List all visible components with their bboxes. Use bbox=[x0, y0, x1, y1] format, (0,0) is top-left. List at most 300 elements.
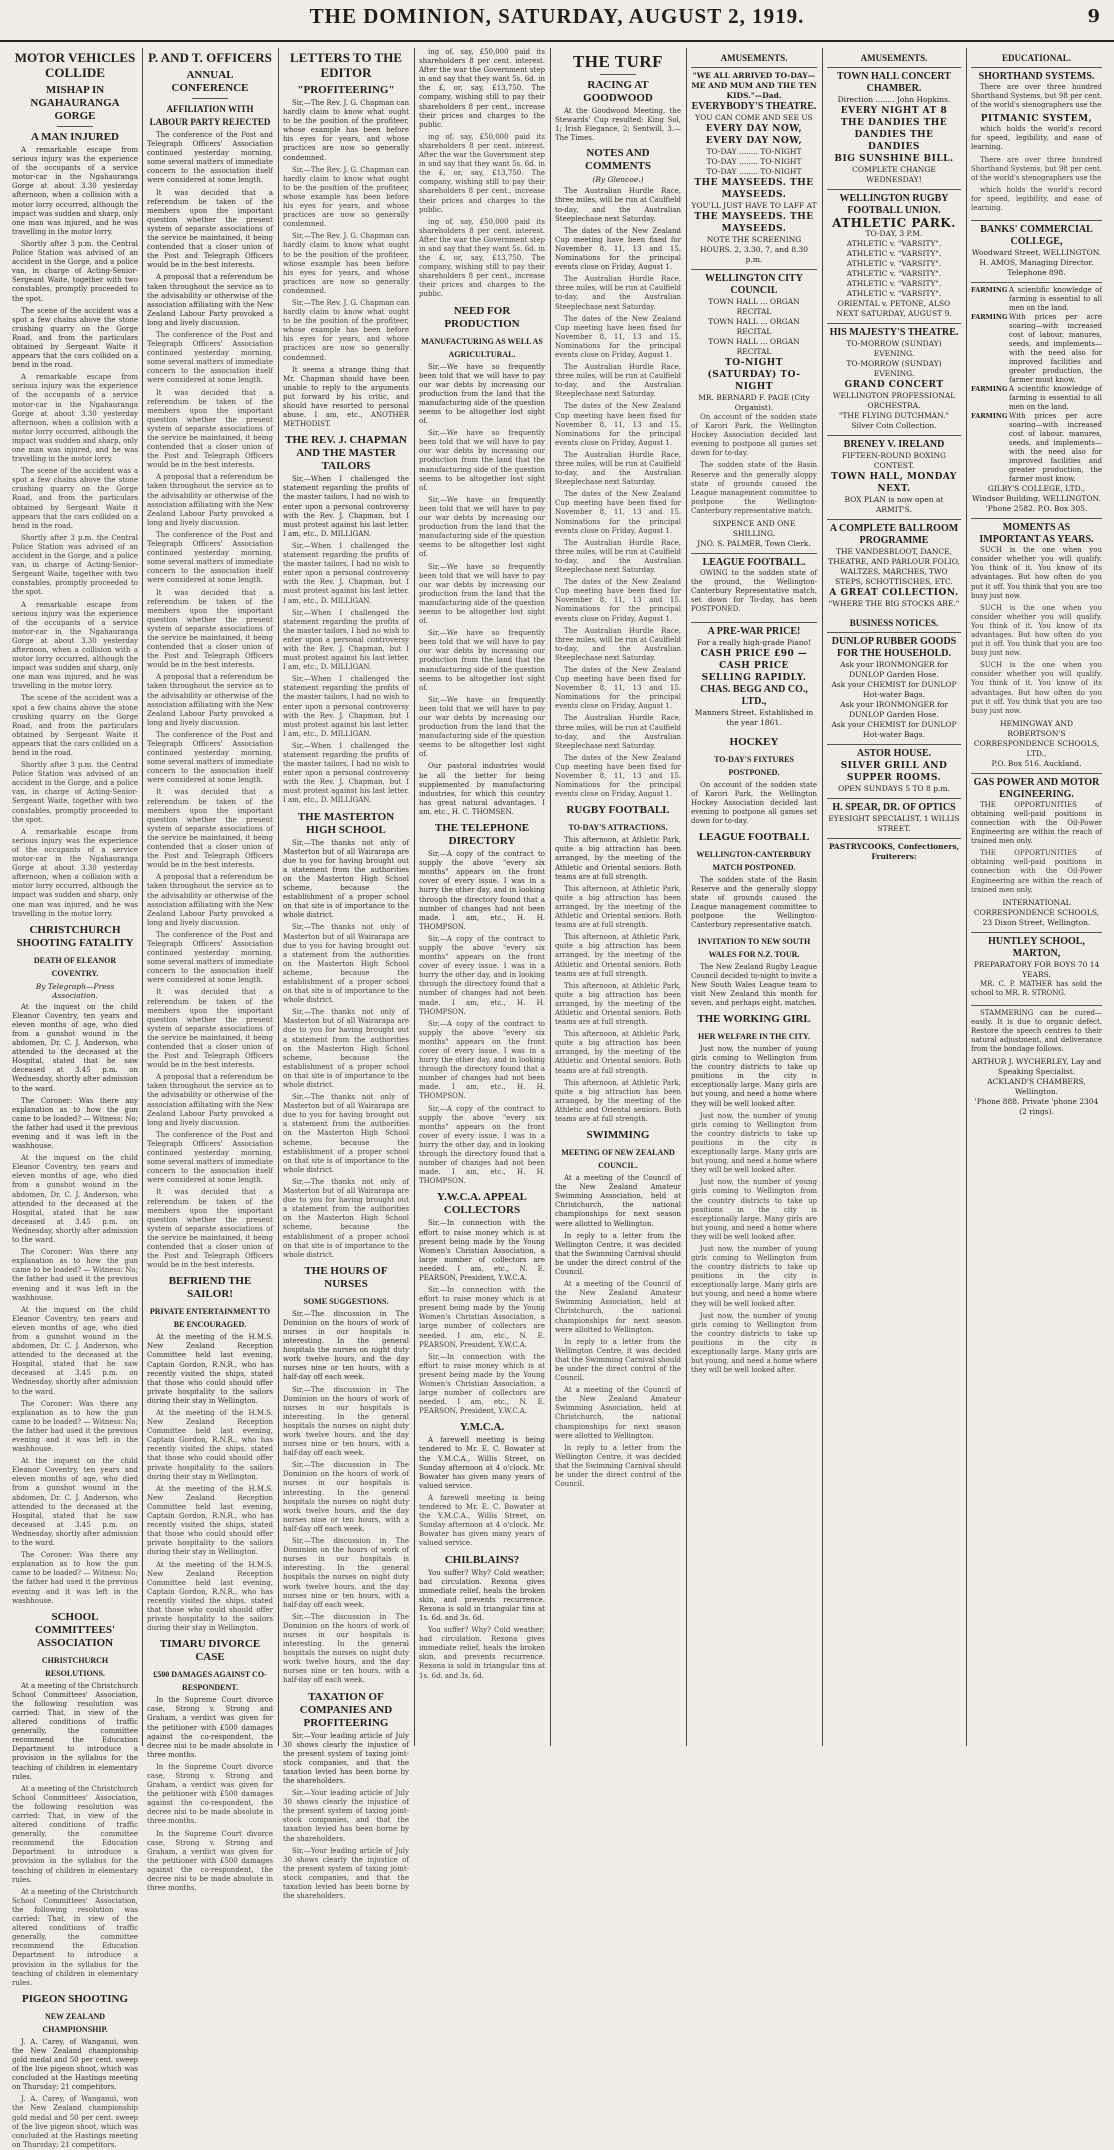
paragraph: At the meeting of the H.M.S. New Zealand Reception Committee held last evening, Captain Gordon, R.N.R., who has recently visited the ships, stated that those who could should offer private hospitality to the sailors during their stay in Wellington. bbox=[147, 1409, 273, 1481]
ad-text: JNO. S. PALMER, Town Clerk. bbox=[697, 539, 811, 549]
paragraph: This afternoon, at Athletic Park, quite a big attraction has been arranged, by the meeting of the Athletic and Oriental seniors. Both teams are at full strength. bbox=[555, 1078, 681, 1123]
paragraph: It was decided that a referendum be taken of the members upon the important question whether the present system of separate associations of the service be maintained, it being contended that a closer union of the Post and Telegraph Officers would be in the best interests. bbox=[147, 388, 273, 470]
paragraph: MR. C. P. MATHER has sold the school to MR. R. STRONG. bbox=[971, 979, 1102, 997]
masthead bbox=[0, 0, 1114, 42]
paragraph: The conference of the Post and Telegraph Officers' Association continued yesterday morning, some several matters of immediate concern to the association itself were considered at some length. bbox=[147, 1130, 273, 1185]
ad-text: THE MAYSEEDS. THE MAYSEEDS. bbox=[694, 212, 814, 234]
section-turf bbox=[555, 52, 681, 799]
paragraph: Sir,—The discussion in The Dominion on the hours of work of nurses in our hospitals is interesting. In the general hospitals the nurses on night duty work twelve hours, and the day nurses nine or ten hours, with a half-day off each week. bbox=[283, 1537, 409, 1609]
paragraph: The conference of the Post and Telegraph Officers' Association continued yesterday morning, some several matters of immediate concern to the association itself were considered at some length. bbox=[147, 530, 273, 585]
farming-label: FARMING bbox=[971, 313, 1008, 322]
ad-heading: WELLINGTON CITY COUNCIL bbox=[705, 273, 803, 296]
ad-text: CASH PRICE £90 — CASH PRICE bbox=[700, 648, 808, 671]
divider bbox=[57, 126, 93, 127]
paragraph: The dates of the New Zealand Cup meeting have been fixed for November 8, 11, 13 and 15. Nominations for the principal events close on Friday, August 1. bbox=[555, 314, 681, 359]
paragraph: The conference of the Post and Telegraph Officers' Association continued yesterday morning, some several matters of immediate concern to the association itself were considered at some length. bbox=[147, 330, 273, 385]
newspaper-dateline: THE DOMINION, SATURDAY, AUGUST 2, 1919. bbox=[309, 4, 805, 28]
paragraph: Sir,—A copy of the contract to supply the above "every six months" appears on the front cover of every issue. I was in a hurry the other day, and in looking through the directory found that a number of changes had not been made. I am, etc., H. H. THOMPSON. bbox=[419, 1019, 545, 1101]
headline: SWIMMING bbox=[586, 1129, 650, 1142]
paragraph: A remarkable escape from serious injury was the experience of the occupants of a service motor-car in the Ngahauranga Gorge at about 3.30 yesterday afternoon, when a collision with a motor lorry occurred, although the impact was sudden and sharp, only one man was injured, and he was travelling in the motor lorry. bbox=[12, 146, 138, 236]
farming-label: FARMING bbox=[971, 412, 1008, 421]
paragraph: Sir,—In connection with the effort to raise money which is at present being made by the Young Women's Christian Association, a large number of collectors are needed. I am, etc., N. E. PEARSON, President, Y.W.C.A. bbox=[419, 1286, 545, 1349]
paragraph: It was decided that a referendum be taken of the members upon the important question whether the present system of separate associations of the service be maintained, it being contended that a closer union of the Post and Telegraph Officers would be in the best interests. bbox=[147, 588, 273, 670]
section-title: THE TURF bbox=[572, 52, 664, 71]
farming-label: FARMING bbox=[971, 286, 1008, 295]
column-6 bbox=[691, 48, 817, 1746]
headline: TAXATION OF COMPANIES AND PROFITEERING bbox=[299, 1690, 393, 1729]
section-title: BUSINESS NOTICES. bbox=[849, 618, 939, 628]
paragraph: THE OPPORTUNITIES of obtaining well-paid positions in connection with the Oil-Power Engineering are within the reach of trained men only. bbox=[971, 849, 1102, 894]
ad-moments bbox=[971, 518, 1102, 773]
paragraph: A proposal that a referendum be taken throughout the service as to the advisability or otherwise of the association affiliating with the New Zealand Labour Party provoked a long and lively discussion. bbox=[147, 273, 273, 327]
ad-text: Woodward Street, WELLINGTON. bbox=[971, 248, 1102, 258]
headline: MOTOR VEHICLES COLLIDE bbox=[14, 50, 136, 80]
paragraph: At the inquest on the child Eleanor Coventry, ten years and eleven months of age, who died from a gunshot wound in the abdomen, Dr. C. J. Anderson, who attended to the deceased at the Hospital, stated that he saw deceased at 3.45 p.m. on Wednesday, shortly after admission to the ward. bbox=[12, 1305, 138, 1396]
ad-text: EVERY NIGHT AT 8 bbox=[840, 106, 948, 116]
column-rule bbox=[686, 48, 687, 1746]
subheadline: MANUFACTURING AS WELL AS AGRICULTURAL. bbox=[421, 336, 543, 359]
ad-text: ATHLETIC v. "VARSITY". bbox=[846, 249, 942, 258]
ad-text: ARTHUR J. WYCHERLEY, Lay and Speaking Specialist. bbox=[971, 1057, 1102, 1077]
paragraph: ing of, say, £50,000 paid its shareholders 8 per cent. interest. After the war the Government step in and say that they want 5s. 6d. in the £, or, say, £13,750. The company, wishing still to pay their shareholders 8 per cent., increase their prices and charges to the public. bbox=[419, 48, 545, 129]
paragraph: The Coroner: Was there any explanation as to how the gun came to be loaded? — Witness: No; the father had used it the previous evening and it was left in the washhouse. bbox=[12, 1096, 138, 1151]
paragraph: You suffer? Why? Cold weather; bad circulation. Rexona gives immediate relief, heals the broken skin, and prevents recurrence. Rexona is sold in triangular tins at 1s. 6d. and 3s. 6d. bbox=[419, 1626, 545, 1680]
ad-text: OPEN SUNDAYS 5 TO 8 p.m. bbox=[838, 784, 950, 793]
ad-text: 'Phone 888. Private 'phone 2304 (2 rings). bbox=[974, 1097, 1099, 1117]
ad-text: ORIENTAL v. PETONE, ALSO bbox=[837, 299, 951, 308]
letter-taxation bbox=[283, 1691, 409, 1902]
subheadline: TO-DAY'S FIXTURES POSTPONED. bbox=[714, 754, 794, 777]
farming-row bbox=[971, 286, 1102, 313]
paragraph: Sir,—In connection with the effort to raise money which is at present being made by the Young Women's Christian Association, a large number of collectors are needed. I am, etc., N. E. PEARSON, President, Y.W.C.A. bbox=[419, 1219, 545, 1282]
paragraph: Sir,—We have so frequently been told that we will have to pay our war debts by increasing our production from the land that the manufacturing side of the question seems to be altogether lost sight of. bbox=[419, 362, 545, 426]
article-working-girl bbox=[691, 1013, 817, 1375]
ad-text: TO-MORROW (SUNDAY) EVENING. bbox=[846, 359, 942, 378]
paragraph: Sir,—A copy of the contract to supply the above "every six months" appears on the front cover of every issue. I was in a hurry the other day, and in looking through the directory found that a number of changes had not been made. I am, etc., H. H. THOMPSON. bbox=[419, 934, 545, 1016]
paragraph: Sir,—Your leading article of July 30 shows clearly the injustice of the present system of taxing joint-stock companies, and that the taxation levied has been borne by the shareholders. bbox=[283, 1846, 409, 1901]
section-title: EDUCATIONAL. bbox=[1001, 53, 1072, 63]
article-ymca bbox=[419, 1421, 545, 1548]
paragraph: Sir,—The thanks not only of Masterton but of all Wairarapa are due to you for having brought out a statement from the authorities on the Masterton High School scheme, because the establishment of a proper school on that site is of importance to the whole district. bbox=[283, 1093, 409, 1174]
paragraph: At a meeting of the Council of the New Zealand Amateur Swimming Association, held at Christchurch, the national championships for next season were allotted to Wellington. bbox=[555, 1280, 681, 1334]
paragraph: which holds the world's record for speed, legibility, and ease of learning. bbox=[971, 185, 1102, 213]
column-3 bbox=[283, 48, 409, 1901]
ad-text: Ask your IRONMONGER for DUNLOP Garden Hose. bbox=[840, 660, 948, 679]
paragraph: At the meeting of the H.M.S. New Zealand Reception Committee held last evening, Captain Gordon, R.N.R., who has recently visited the ships, stated that those who could should offer private hospitality to the sailors during their stay in Wellington. bbox=[147, 1484, 273, 1557]
paragraph: Just now, the number of young girls coming to Wellington from the country districts to take up positions in the city is exceptionally large. Many girls are but young, and need a home where they will be well looked after. bbox=[691, 1311, 817, 1375]
paragraph: Sir,—The thanks not only of Masterton but of all Wairarapa are due to you for having brought out a statement from the authorities on the Masterton High School scheme, because the establishment of a proper school on that site is of importance to the whole district. bbox=[283, 1008, 409, 1089]
ad-heading: WELLINGTON RUGBY FOOTBALL UNION. bbox=[839, 193, 949, 216]
ad-heading: ASTOR HOUSE. bbox=[856, 748, 932, 759]
ad-text: Telephone 898. bbox=[1007, 268, 1066, 278]
ad-text: TO-DAY ........ TO-NIGHT bbox=[706, 147, 802, 156]
article-school-committees bbox=[12, 1611, 138, 1988]
ad-huntley-school bbox=[971, 932, 1102, 1005]
paragraph: A remarkable escape from serious injury was the experience of the occupants of a service motor-car in the Ngahauranga Gorge at about 3.30 yesterday afternoon, when a collision with a motor lorry occurred, although the impact was sudden and sharp, only one man was injured, and he was travelling in the motor lorry. bbox=[12, 373, 138, 464]
paragraph: In reply to a letter from the Wellington Centre, it was decided that the Swimming Carnival should be under the direct control of the Council. bbox=[555, 1231, 681, 1277]
paragraph: Sir,—When I challenged the statement regarding the profits of the master tailors, I had no wish to enter upon a personal controversy with the Rev. J. Chapman, but I must protest against his last letter. I am, etc., D. MILLIGAN. bbox=[283, 675, 409, 738]
paragraph: Shortly after 3 p.m. the Central Police Station was advised of an accident in the Gorge, and a police van, in charge of Acting-Senior-Sergeant Waite, together with two constables, promptly proceeded to the spot. bbox=[12, 533, 138, 597]
subheadline: TO-DAY'S ATTRACTIONS. bbox=[568, 823, 668, 833]
ad-text: H. AMOS, Managing Director. bbox=[979, 258, 1094, 268]
paragraph: Sir,—A copy of the contract to supply the above "every six months" appears on the front cover of every issue. I was in a hurry the other day, and in looking through the directory found that a number of changes had not been made. I am, etc., H. H. THOMPSON. bbox=[419, 850, 545, 931]
ad-text: ATHLETIC v. "VARSITY". bbox=[846, 259, 942, 268]
paragraph: At a meeting of the Christchurch School Committees' Association, the following resolution was carried: That, in view of the altered conditions of traffic generally, the committee recommend the Education Department to introduce a provision in the syllabus for the teaching of children in elementary rules. bbox=[12, 1681, 138, 1781]
ad-text: THE MAYSEEDS. THE MAYSEEDS. bbox=[694, 178, 814, 200]
headline: RACING AT GOODWOOD bbox=[583, 79, 653, 104]
ad-text: WELLINGTON PROFESSIONAL ORCHESTRA. bbox=[832, 391, 956, 410]
column-1 bbox=[12, 48, 138, 2149]
ad-ballroom bbox=[827, 519, 961, 613]
headline: Y.W.C.A. APPEAL COLLECTORS bbox=[437, 1191, 527, 1217]
paragraph: The dates of the New Zealand Cup meeting have been fixed for November 8, 11, 13 and 15. Nominations for the principal events close on Friday, August 1. bbox=[555, 753, 681, 799]
ad-text: "THE FLYING DUTCHMAN." bbox=[838, 411, 950, 420]
paragraph: At a meeting of the Christchurch School Committees' Association, the following resolution was carried: That, in view of the altered conditions of traffic generally, the committee recommend the Education Department to introduce a provision in the syllabus for the teaching of children in elementary rules. bbox=[12, 1784, 138, 1884]
article-befriend-sailor bbox=[147, 1275, 273, 1633]
paragraph: STAMMERING can be cured—easily. It is due to organic defect. Restore the speech centres to their natural adjustment, and deliverance from the bondage follows. bbox=[971, 1008, 1102, 1054]
ad-heading: A COMPLETE BALLROOM PROGRAMME bbox=[829, 523, 959, 546]
paragraph: Sir,—The discussion in The Dominion on the hours of work of nurses in our hospitals is interesting. In the general hospitals the nurses on night duty work twelve hours, and the day nurses nine or ten hours, with a half-day off each week. bbox=[283, 1461, 409, 1533]
byline: (By Glencoe.) bbox=[592, 175, 644, 185]
paragraph: Sir,—The Rev. J. G. Chapman can hardly claim to know what ought to be the position of the profiteer, whose example has been before his eyes for years, and whose practices are now so generally condemned. bbox=[283, 298, 409, 362]
paragraph: Sir,—The Rev. J. G. Chapman can hardly claim to know what ought to be the position of the profiteer, whose example has been before his eyes for years, and whose practices are now so generally condemned. bbox=[283, 99, 409, 162]
paragraph: A farewell meeting is being tendered to Mr. E. C. Bowater at the Y.M.C.A., Willis Street, on Sunday afternoon at 4 o'clock. Mr. Bowater has given many years of valued service. bbox=[419, 1436, 545, 1490]
subheadline: CHRISTCHURCH RESOLUTIONS. bbox=[41, 1655, 109, 1678]
paragraph: The scene of the accident was a spot a few chains above the stone crushing quarry on the Gorge Road, and from the particulars obtained by Sergeant Waite it appears that the cars collided on a bend in the road. bbox=[12, 467, 138, 530]
paragraph: This afternoon, at Athletic Park, quite a big attraction has been arranged, by the meeting of the Athletic and Oriental seniors. Both teams are at full strength. bbox=[555, 981, 681, 1027]
paragraph: At the meeting of the H.M.S. New Zealand Reception Committee held last evening, Captain Gordon, R.N.R., who has recently visited the ships, stated that those who could should offer private hospitality to the sailors during their stay in Wellington. bbox=[147, 1560, 273, 1633]
paragraph: A remarkable escape from serious injury was the experience of the occupants of a service motor-car in the Ngahauranga Gorge at about 3.30 yesterday afternoon, when a collision with a motor lorry occurred, although the impact was sudden and sharp, only one man was injured, and he was travelling in the motor lorry. bbox=[12, 827, 138, 918]
paragraph: The sodden state of the Basin Reserve and the generally sloppy state of grounds caused the League management committee to postpone the Wellington-Canterbury representative match. bbox=[691, 875, 817, 930]
paragraph: This afternoon, at Athletic Park, quite a big attraction has been arranged, by the meeting of the Athletic and Oriental seniors. Both teams are at full strength. bbox=[555, 884, 681, 930]
paragraph: The scene of the accident was a spot a few chains above the stone crushing quarry on the Gorge Road, and from the particulars obtained by Sergeant Waite it appears that the cars collided on a bend in the road. bbox=[12, 306, 138, 370]
paragraph: It was decided that a referendum be taken of the members upon the important question whether the present system of separate associations of the service be maintained, it being contended that a closer union of the Post and Telegraph Officers would be in the best interests. bbox=[147, 188, 273, 270]
subheadline: DEATH OF ELEANOR COVENTRY. bbox=[33, 955, 117, 978]
ad-piano bbox=[691, 622, 817, 732]
paragraph: The scene of the accident was a spot a few chains above the stone crushing quarry on the Gorge Road, and from the particulars obtained by Sergeant Waite it appears that the cars collided on a bend in the road. bbox=[12, 694, 138, 757]
article-pigeon-shooting bbox=[12, 1993, 138, 2150]
ad-heading: EVERYBODY'S THEATRE. bbox=[691, 101, 817, 112]
paragraph: The Australian Hurdle Race, three miles, will be run at Caulfield to-day, and the Australian Steeplechase next Saturday. bbox=[555, 538, 681, 575]
paragraph: J. A. Carey, of Wanganui, won the New Zealand championship gold medal and 50 per cent. sweep of the live pigeon shoot, which was concluded at the Hastings meeting on Thursday; 21 competitors. bbox=[12, 2037, 138, 2092]
paragraph: SUCH is the one when you consider whether you will qualify. You think of it. You know of its advantages. But how often do you put it off. You think that you are too busy just now. bbox=[971, 661, 1102, 715]
paragraph: A farewell meeting is being tendered to Mr. E. C. Bowater at the Y.M.C.A., Willis Street, on Sunday afternoon at 4 o'clock. Mr. Bowater has given many years of valued service. bbox=[419, 1493, 545, 1548]
ad-text: SILVER GRILL AND SUPPER ROOMS. bbox=[840, 761, 948, 783]
paragraph: Sir,—When I challenged the statement regarding the profits of the master tailors, I had no wish to enter upon a personal controversy with the Rev. J. Chapman, but I must protest against his last letter. I am, etc., D. MILLIGAN. bbox=[283, 475, 409, 538]
paragraph: Shortly after 3 p.m. the Central Police Station was advised of an accident in the Gorge, and a police van, in charge of Acting-Senior-Sergeant Waite, together with two constables, promptly proceeded to the spot. bbox=[12, 239, 138, 303]
paragraph: Sir,—We have so frequently been told that we will have to pay our war debts by increasing our production from the land that the manufacturing side of the question seems to be altogether lost sight of. bbox=[419, 562, 545, 626]
page-number: 9 bbox=[1087, 6, 1100, 27]
ad-text: YOU'LL JUST HAVE TO LAFF AT bbox=[691, 201, 817, 210]
subheadline: PRIVATE ENTERTAINMENT TO BE ENCOURAGED. bbox=[149, 1307, 271, 1330]
ad-text: SIXPENCE AND ONE SHILLING. bbox=[712, 519, 796, 539]
ad-text: WALTZES, MARCHES, TWO STEPS, SCHOTTISCHES, ETC. bbox=[835, 567, 953, 586]
paragraph: A proposal that a referendum be taken throughout the service as to the advisability or otherwise of the association affiliating with the New Zealand Labour Party provoked a long and lively discussion. bbox=[147, 673, 273, 727]
paragraph: A proposal that a referendum be taken throughout the service as to the advisability or otherwise of the association affiliating with the New Zealand Labour Party provoked a long and lively discussion. bbox=[147, 873, 273, 927]
paragraph: Sir,—The discussion in The Dominion on the hours of work of nurses in our hospitals is interesting. In the general hospitals the nurses on night duty work twelve hours, and the day nurses nine or ten hours, with a half-day off each week. bbox=[283, 1612, 409, 1685]
paragraph: The dates of the New Zealand Cup meeting have been fixed for November 8, 11, 13 and 15. Nominations for the principal events close on Friday, August 1. bbox=[555, 490, 681, 535]
ad-text: Ask your CHEMIST for DUNLOP Hot-water Bags. bbox=[831, 680, 957, 699]
farming-row bbox=[971, 385, 1102, 412]
farming-label: FARMING bbox=[971, 385, 1008, 394]
ad-text: P.O. Box 516. Auckland. bbox=[991, 758, 1082, 768]
ad-text: ATHLETIC v. "VARSITY". bbox=[846, 239, 942, 248]
ad-boxing bbox=[827, 435, 961, 519]
ad-text: BIG SUNSHINE BILL. bbox=[834, 154, 954, 164]
headline: BEFRIEND THE SAILOR! bbox=[168, 1275, 252, 1301]
ad-text: A GREAT COLLECTION. bbox=[829, 588, 959, 598]
ad-text: TOWN HALL ... ORGAN RECITAL bbox=[708, 297, 800, 316]
paragraph: Sir,—The discussion in The Dominion on the hours of work of nurses in our hospitals is interesting. In the general hospitals the nurses on night duty work twelve hours, and the day nurses nine or ten hours, with a half-day off each week. bbox=[283, 1385, 409, 1458]
ad-heading: BRENEY V. IRELAND bbox=[843, 439, 945, 450]
article-hockey bbox=[691, 736, 817, 826]
divider bbox=[600, 74, 636, 75]
article-league-football bbox=[691, 831, 817, 1008]
newspaper-page bbox=[12, 48, 1102, 2149]
paragraph: In reply to a letter from the Wellington Centre, it was decided that the Swimming Carnival should be under the direct control of the Council. bbox=[555, 1443, 681, 1489]
paragraph: On account of the sodden state of Karori Park, the Wellington Hockey Association decided last evening to postpone all games set down for to-day. bbox=[691, 413, 817, 458]
section-title: AMUSEMENTS. bbox=[860, 53, 928, 63]
paragraph: The conference of the Post and Telegraph Officers' Association continued yesterday morning, some several matters of immediate concern to the association itself were considered at some length. bbox=[147, 730, 273, 785]
ad-mayseeds bbox=[691, 67, 817, 269]
headline: SCHOOL COMMITTEES' ASSOCIATION bbox=[34, 1610, 116, 1649]
headline: THE MASTERTON HIGH SCHOOL bbox=[297, 810, 395, 836]
ad-text: ATHLETIC v. "VARSITY". bbox=[846, 269, 942, 278]
paragraph: Sir,—The Rev. J. G. Chapman can hardly claim to know what ought to be the position of the profiteer, whose example has been before his eyes for years, and whose practices are now so generally condemned. bbox=[283, 232, 409, 295]
subheadline: NEW ZEALAND CHAMPIONSHIP. bbox=[42, 2011, 108, 2034]
article-shooting-fatality bbox=[12, 924, 138, 1606]
farming-text: A scientific knowledge of farming is essential to all men on the land. bbox=[1009, 286, 1102, 313]
ad-text: THE VANDESBLOOT, DANCE, THEATRE, AND PARLOUR FOLIO, bbox=[828, 547, 960, 566]
paragraph: Sir,—We have so frequently been told that we will have to pay our war debts by increasing our production from the land that the manufacturing side of the question seems to be altogether lost sight of. bbox=[419, 629, 545, 692]
paragraph: This afternoon, at Athletic Park, quite a big attraction has been arranged, by the meeting of the Athletic and Oriental seniors. Both teams are at full strength. bbox=[555, 1030, 681, 1075]
paragraph: The conference of the Post and Telegraph Officers' Association continued yesterday morning, some several matters of immediate concern to the association itself were considered at some length. bbox=[147, 131, 273, 185]
farming-text: With prices per acre soaring—with increased cost of labour, manures, seeds, and implements—with the need also for improved facilities and greater production, the farmer must know. bbox=[1009, 313, 1102, 385]
letter-production bbox=[419, 305, 545, 818]
paragraph: Our pastoral industries would be all the better for being supplemented by manufacturing industries, for which this country has great natural advantages. I am, etc., H. C. THOMSEN. bbox=[419, 762, 545, 816]
paragraph: A remarkable escape from serious injury was the experience of the occupants of a service motor-car in the Ngahauranga Gorge at about 3.30 yesterday afternoon, when a collision with a motor lorry occurred, although the impact was sudden and sharp, only one man was injured, and he was travelling in the motor lorry. bbox=[12, 600, 138, 691]
column-rule bbox=[966, 48, 967, 1746]
column-rule bbox=[822, 48, 823, 1746]
ad-text: ACKLAND'S CHAMBERS, Wellington. bbox=[987, 1077, 1086, 1097]
ad-heading: TOWN HALL CONCERT CHAMBER. bbox=[837, 71, 951, 94]
paragraph: This afternoon, at Athletic Park, quite a big attraction has been arranged, by the meeting of the Athletic and Oriental seniors. Both teams are at full strength. bbox=[555, 933, 681, 978]
paragraph: Sir,—Your leading article of July 30 shows clearly the injustice of the present system of taxing joint-stock companies, and that the taxation levied has been borne by the shareholders. bbox=[283, 1731, 409, 1785]
ad-league-postponed bbox=[691, 553, 817, 621]
ad-chilblains bbox=[419, 1554, 545, 1681]
paragraph: The Australian Hurdle Race, three miles, will be run at Caulfield to-day, and the Australian Steeplechase next Saturday. bbox=[555, 626, 681, 662]
column-7 bbox=[827, 48, 961, 1746]
column-5 bbox=[555, 48, 681, 1746]
ad-text: THE DANDIES THE DANDIES THE DANDIES bbox=[840, 118, 948, 152]
ad-text: PASTRYCOOKS, Confectioners, Fruiterers: bbox=[828, 842, 960, 861]
subheadline: £500 DAMAGES AGAINST CO-RESPONDENT. bbox=[153, 1670, 267, 1693]
paragraph: THE OPPORTUNITIES of obtaining well-paid positions in connection with the Oil-Power Engineering are within the reach of trained men only. bbox=[971, 800, 1102, 846]
headline: PIGEON SHOOTING bbox=[21, 1992, 129, 2005]
ad-text: Ask your CHEMIST for DUNLOP Hot-water Bags. bbox=[831, 720, 957, 739]
subheadline: INVITATION TO NEW SOUTH WALES FOR N.Z. TOUR. bbox=[697, 936, 811, 959]
paragraph: The dates of the New Zealand Cup meeting have been fixed for November 8, 11, 13 and 15. Nominations for the principal events close on Friday, August 1. bbox=[555, 665, 681, 711]
article-pt-officers bbox=[147, 50, 273, 1270]
paragraph: The Coroner: Was there any explanation as to how the gun came to be loaded? — Witness: No; the father had used it the previous evening and it was left in the washhouse. bbox=[12, 1248, 138, 1302]
paragraph: At a meeting of the Christchurch School Committees' Association, the following resolution was carried: That, in view of the altered conditions of traffic generally, the committee recommend the Education Department to introduce a provision in the syllabus for the teaching of children in elementary rules. bbox=[12, 1887, 138, 1987]
ad-pastrycooks bbox=[827, 838, 961, 866]
subheadline: A MAN INJURED bbox=[31, 131, 119, 143]
ad-text: EYESIGHT SPECIALIST, 1 WILLIS STREET. bbox=[828, 814, 960, 833]
column-rule bbox=[142, 48, 143, 1746]
paragraph: At the inquest on the child Eleanor Coventry, ten years and eleven months of age, who died from a gunshot wound in the abdomen, Dr. C. J. Anderson, who attended to the deceased at the Hospital, stated that he saw deceased at 3.45 p.m. on Wednesday, shortly after admission to the ward. bbox=[12, 1154, 138, 1245]
subheadline: ANNUAL CONFERENCE bbox=[171, 69, 249, 94]
column-rule bbox=[550, 48, 551, 1746]
paragraph: In the Supreme Court divorce case, Strong v. Strong and Graham, a verdict was given for the petitioner with £500 damages against the co-respondent, the decree nisi to be made absolute in three months. bbox=[147, 1762, 273, 1826]
ad-text: NOTE THE SCREENING HOURS. 2, 3.30, 7, and 8.30 p.m. bbox=[699, 235, 809, 264]
ad-text: COMPLETE CHANGE WEDNESDAY! bbox=[852, 165, 936, 184]
ad-his-majestys bbox=[827, 323, 961, 435]
paragraph: On account of the sodden state of Karori Park, the Wellington Hockey Association decided last evening to postpone all games set down for to-day. bbox=[691, 780, 817, 825]
paragraph: SUCH is the one when you consider whether you will qualify. You think of it. You know of its advantages. But how often do you put it off. You think that you are too busy just now. bbox=[971, 603, 1102, 658]
subheadline: SOME SUGGESTIONS. bbox=[303, 1296, 389, 1306]
ad-text: Silver Coin Collection. bbox=[851, 421, 937, 430]
ad-rugby-union bbox=[827, 189, 961, 323]
paragraph: SUCH is the one when you consider whether you will qualify. You think of it. You know of its advantages. But how often do you put it off. You think that you are too busy just now. bbox=[971, 546, 1102, 600]
headline: TIMARU DIVORCE CASE bbox=[159, 1638, 261, 1664]
paragraph: Sir,—When I challenged the statement regarding the profits of the master tailors, I had no wish to enter upon a personal controversy with the Rev. J. Chapman, but I must protest against his last letter. I am, etc., D. MILLIGAN. bbox=[283, 541, 409, 605]
farming-row bbox=[971, 313, 1102, 385]
letter-telephone bbox=[419, 822, 545, 1186]
paragraph: In reply to a letter from the Wellington Centre, it was decided that the Swimming Carnival should be under the direct control of the Council. bbox=[555, 1337, 681, 1383]
ad-text: HEMINGWAY AND ROBERTSON'S CORRESPONDENCE SCHOOLS, LTD., bbox=[973, 718, 1100, 758]
ad-farming bbox=[971, 282, 1102, 518]
headline: THE HOURS OF NURSES bbox=[304, 1264, 388, 1290]
ad-text: INTERNATIONAL CORRESPONDENCE SCHOOLS, bbox=[973, 897, 1100, 917]
paragraph: Sir,—Your leading article of July 30 shows clearly the injustice of the present system of taxing joint-stock companies, and that the taxation levied has been borne by the shareholders. bbox=[283, 1789, 409, 1843]
paragraph: Sir,—In connection with the effort to raise money which is at present being made by the Young Women's Christian Association, a large number of collectors are needed. I am, etc., N. E. PEARSON, President, Y.W.C.A. bbox=[419, 1352, 545, 1416]
headline: THE REV. J. CHAPMAN AND THE MASTER TAILORS bbox=[285, 434, 407, 473]
paragraph: ing of, say, £50,000 paid its shareholders 8 per cent. interest. After the war the Government step in and say that they want 5s. 6d. in the £, or, say, £13,750. The company, wishing still to pay their shareholders 8 per cent., increase their prices and charges to the public. bbox=[419, 217, 545, 299]
farming-text: With prices per acre soaring—with increased cost of labour, manures, seeds, and implements—with the need also for improved facilities and greater production, the farmer must know. bbox=[1009, 412, 1102, 484]
ad-dunlop bbox=[827, 632, 961, 744]
ad-heading: BANKS' COMMERCIAL COLLEGE, bbox=[980, 224, 1093, 248]
ad-banks-college bbox=[971, 220, 1102, 282]
column-8 bbox=[971, 48, 1102, 1746]
ad-heading: H. SPEAR, DR. OF OPTICS bbox=[832, 802, 956, 813]
subheadline: HER WELFARE IN THE CITY. bbox=[698, 1032, 810, 1041]
ad-heading: LEAGUE FOOTBALL. bbox=[702, 557, 806, 569]
ad-dandies bbox=[827, 67, 961, 189]
paragraph: ing of, say, £50,000 paid its shareholders 8 per cent. interest. After the war the Government step in and say that they want 5s. 6d. in the £, or, say, £13,750. The company, wishing still to pay their shareholders 8 per cent., increase their prices and charges to the public. bbox=[419, 132, 545, 214]
ad-text: TOWN HALL, MONDAY NEXT. bbox=[831, 472, 957, 494]
paragraph: The Australian Hurdle Race, three miles, will be run at Caulfield to-day, and the Australian Steeplechase next Saturday. bbox=[555, 363, 681, 399]
paragraph: The New Zealand Rugby League Council decided to-night to invite a New South Wales League team to visit New Zealand this month for seven, and perhaps eight, matches. bbox=[691, 962, 817, 1007]
paragraph: The Australian Hurdle Race, three miles, will be run at Caulfield to-day, and the Australian Steeplechase next Saturday. bbox=[555, 450, 681, 487]
paragraph: Sir,—A copy of the contract to supply the above "every six months" appears on the front cover of every issue. I was in a hurry the other day, and in looking through the directory found that a number of changes had not been made. I am, etc., H. H. THOMPSON. bbox=[419, 1104, 545, 1186]
paragraph: The Australian Hurdle Race, three miles, will be run at Caulfield to-day, and the Australian Steeplechase next Saturday. bbox=[555, 187, 681, 223]
ad-text: TO-MORROW (SUNDAY) EVENING. bbox=[846, 339, 942, 358]
paragraph: The Australian Hurdle Race, three miles, will be run at Caulfield to-day, and the Australian Steeplechase next Saturday. bbox=[555, 714, 681, 750]
paragraph: Just now, the number of young girls coming to Wellington from the country districts to take up positions in the city is exceptionally large. Many girls are but young, and need a home where they will be well looked after. bbox=[691, 1045, 817, 1108]
paragraph: Sir,—The thanks not only of Masterton but of all Wairarapa are due to you for having brought out a statement from the authorities on the Masterton High School scheme, because the establishment of a proper school on that site is of importance to the whole district. bbox=[283, 838, 409, 920]
ad-spear-optics bbox=[827, 798, 961, 838]
paragraph: Shortly after 3 p.m. the Central Police Station was advised of an accident in the Gorge, and a police van, in charge of Acting-Senior-Sergeant Waite, together with two constables, promptly proceeded to the spot. bbox=[12, 761, 138, 824]
ad-text: SELLING RAPIDLY. bbox=[701, 672, 807, 683]
letter-chapman bbox=[283, 434, 409, 805]
paragraph: It seems a strange thing that Mr. Chapman should have been unable to reply to the arguments put forward by his critic, and should have resorted to personal abuse. I am, etc., ANOTHER METHODIST. bbox=[283, 365, 409, 429]
ad-text: TOWN HALL ... ORGAN RECITAL bbox=[708, 317, 800, 336]
column-rule bbox=[414, 48, 415, 1746]
ad-heading: HUNTLEY SCHOOL, MARTON, bbox=[988, 935, 1085, 959]
ad-text: "WE ALL ARRIVED TO-DAY— ME AND MUM AND THE TEN KIDS."—Dad. bbox=[691, 71, 817, 100]
ad-text: MR. BERNARD F. PAGE (City Organist). bbox=[698, 393, 810, 412]
ad-text: TO-NIGHT (SATURDAY) TO-NIGHT bbox=[707, 358, 801, 392]
headline: LETTERS TO THE EDITOR bbox=[289, 50, 402, 80]
article-swimming bbox=[555, 1129, 681, 1489]
paragraph: At a meeting of the Council of the New Zealand Amateur Swimming Association, held at Christchurch, the national championships for next season were allotted to Wellington. bbox=[555, 1386, 681, 1440]
ad-text: BOX PLAN is now open at ARMIT'S. bbox=[844, 495, 944, 514]
ad-text: TOWN HALL ... ORGAN RECITAL bbox=[708, 337, 800, 356]
paragraph: Sir,—The thanks not only of Masterton but of all Wairarapa are due to you for having brought out a statement from the authorities on the Masterton High School scheme, because the establishment of a proper school on that site is of importance to the whole district. bbox=[283, 923, 409, 1005]
paragraph: A proposal that a referendum be taken throughout the service as to the advisability or otherwise of the association affiliating with the New Zealand Labour Party provoked a long and lively discussion. bbox=[147, 1073, 273, 1127]
ad-text: "WHERE THE BIG STOCKS ARE." bbox=[828, 599, 960, 608]
article-rugby bbox=[555, 804, 681, 1124]
paragraph: At the meeting of the H.M.S. New Zealand Reception Committee held last evening, Captain Gordon, R.N.R., who has recently visited the ships, stated that those who could should offer private hospitality to the sailors during their stay in Wellington. bbox=[147, 1333, 273, 1405]
ad-text: GRAND CONCERT bbox=[844, 380, 944, 390]
letters-editor bbox=[283, 50, 409, 429]
subheadline: MEETING OF NEW ZEALAND COUNCIL. bbox=[561, 1148, 675, 1171]
paragraph: The Australian Hurdle Race, three miles, will be run at Caulfield to-day, and the Australian Steeplechase next Saturday. bbox=[555, 275, 681, 311]
column-rule bbox=[278, 48, 279, 1746]
subheadline: AFFILIATION WITH LABOUR PARTY REJECTED bbox=[149, 104, 271, 127]
farming-row bbox=[971, 412, 1102, 484]
paragraph: Sir,—We have so frequently been told that we will have to pay our war debts by increasing our production from the land that the manufacturing side of the question seems to be altogether lost sight of. bbox=[419, 695, 545, 759]
paragraph: Sir,—When I challenged the statement regarding the profits of the master tailors, I had no wish to enter upon a personal controversy with the Rev. J. Chapman, but I must protest against his last letter. I am, etc., D. MILLIGAN. bbox=[283, 741, 409, 805]
headline: THE TELEPHONE DIRECTORY bbox=[434, 822, 530, 848]
headline: Y.M.C.A. bbox=[459, 1421, 505, 1434]
ad-text: EVERY DAY NOW, EVERY DAY NOW, bbox=[705, 124, 803, 146]
ad-text: Direction ........ John Hopkins. bbox=[837, 95, 951, 104]
paragraph: Sir,—We have so frequently been told that we will have to pay our war debts by increasing our production from the land that the manufacturing side of the question seems to be altogether lost sight of. bbox=[419, 429, 545, 492]
ad-text: NEXT SATURDAY, AUGUST 9. bbox=[836, 309, 952, 318]
ad-text: For a really high-grade Piano! bbox=[696, 637, 812, 647]
paragraph: Sir,—The thanks not only of Masterton but of all Wairarapa are due to you for having brought out a statement from the authorities on the Masterton High School scheme, because the establishment of a proper school on that site is of importance to the whole district. bbox=[283, 1177, 409, 1259]
divider bbox=[192, 98, 228, 99]
paragraph: Sir,—When I challenged the statement regarding the profits of the master tailors, I had no wish to enter upon a personal controversy with the Rev. J. Chapman, but I must protest against his last letter. I am, etc., D. MILLIGAN. bbox=[283, 608, 409, 672]
letter-masterton bbox=[283, 811, 409, 1260]
paragraph: which holds the world's record for speed, legibility, and ease of learning. bbox=[971, 125, 1102, 152]
paragraph: The dates of the New Zealand Cup meeting have been fixed for November 8, 11, 13 and 15. Nominations for the principal events close on Friday, August 1. bbox=[555, 226, 681, 272]
paragraph: It was decided that a referendum be taken of the members upon the important question whether the present system of separate associations of the service be maintained, it being contended that a closer union of the Post and Telegraph Officers would be in the best interests. bbox=[147, 1188, 273, 1270]
headline: THE WORKING GIRL bbox=[697, 1013, 811, 1025]
subheadline: MISHAP IN NGAHAURANGA GORGE bbox=[30, 84, 120, 122]
ad-heading: HIS MAJESTY'S THEATRE. bbox=[829, 327, 959, 338]
letter-nurses bbox=[283, 1265, 409, 1686]
paragraph: It was decided that a referendum be taken of the members upon the important question whether the present system of separate associations of the service be maintained, it being contended that a closer union of the Post and Telegraph Officers would be in the best interests. bbox=[147, 788, 273, 870]
headline: CHRISTCHURCH SHOOTING FATALITY bbox=[16, 923, 134, 949]
ad-text: ATHLETIC PARK. bbox=[832, 216, 956, 230]
ad-text: Ask your IRONMONGER for DUNLOP Garden Hose. bbox=[840, 700, 948, 719]
paragraph: It was decided that a referendum be taken of the members upon the important question whether the present system of separate associations of the service be maintained, it being contended that a closer union of the Post and Telegraph Officers would be in the best interests. bbox=[147, 988, 273, 1070]
ad-text: TO-DAY ........ TO-NIGHT bbox=[706, 157, 802, 166]
paragraph: OWING to the sodden state of the ground, the Wellington-Canterbury Representative match, set down for To-day, has been POSTPONED. bbox=[691, 569, 817, 614]
article-ywca bbox=[419, 1191, 545, 1416]
headline: NEED FOR PRODUCTION bbox=[444, 304, 520, 330]
paragraph: Sir,—The Rev. J. G. Chapman can hardly claim to know what ought to be the position of the profiteer, whose example has been before his eyes for years, and whose practices are now so generally condemned. bbox=[283, 165, 409, 229]
article-timaru-divorce bbox=[147, 1638, 273, 1893]
ad-heading: SHORTHAND SYSTEMS. bbox=[978, 71, 1095, 82]
ad-stammering bbox=[971, 1005, 1102, 1121]
ad-heading: GAS POWER AND MOTOR ENGINEERING. bbox=[973, 776, 1100, 800]
paragraph: In the Supreme Court divorce case, Strong v. Strong and Graham, a verdict was given for the petitioner with £500 damages against the co-respondent, the decree nisi to be made absolute in three months. bbox=[147, 1696, 273, 1759]
letter-taxation-continued bbox=[419, 48, 545, 300]
